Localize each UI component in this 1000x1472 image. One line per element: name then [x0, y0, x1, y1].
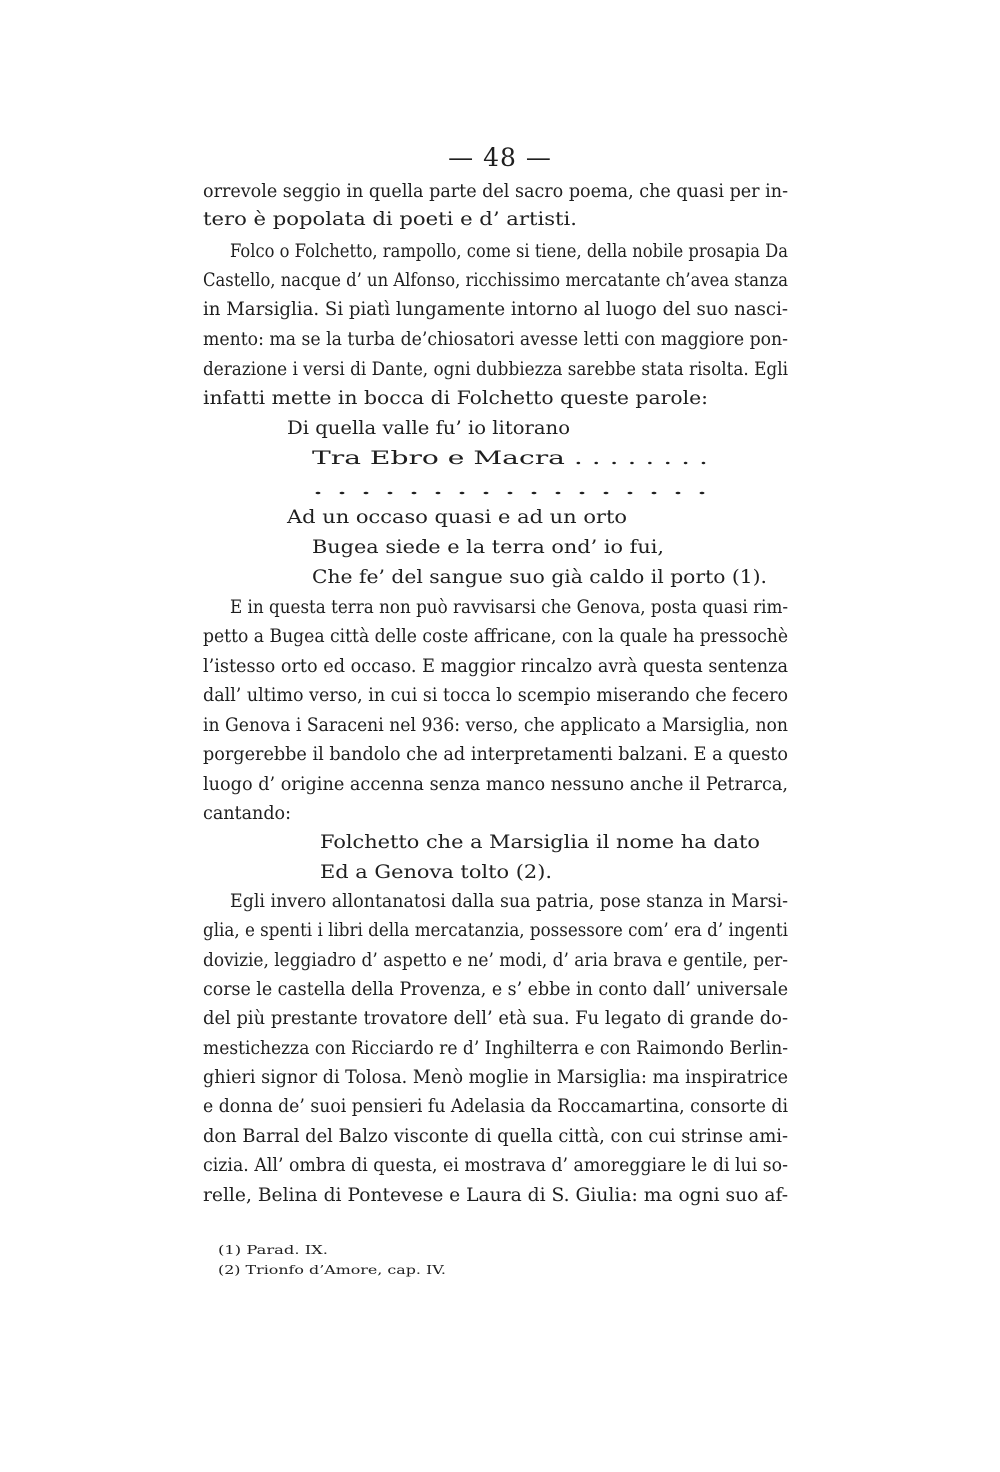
text-line: ghieri signor di Tolosa. Menò moglie in Marsiglia: ma inspiratrice [203, 1066, 788, 1088]
text-line: E in questa terra non può ravvisarsi che Genova, posta quasi rim- [230, 596, 788, 618]
text-line: Folchetto che a Marsiglia il nome ha dato [320, 831, 760, 853]
text-line: del più prestante trovatore dell’ età sua. Fu legato di grande do- [203, 1007, 788, 1029]
text-line: dovizie, leggiadro d’ aspetto e ne’ modi, d’ aria brava e gentile, per- [203, 949, 788, 971]
text-line: Folco o Folchetto, rampollo, come si tiene, della nobile prosapia Da [230, 240, 788, 262]
text-line: in Genova i Saraceni nel 936: verso, che applicato a Marsiglia, non [203, 714, 788, 736]
text-line: Tra Ebro e Macra . . . . . . . . [312, 447, 708, 469]
text-line: tero è popolata di poeti e d’ artisti. [203, 208, 577, 230]
footnote: (1) Parad. IX. [218, 1242, 328, 1257]
text-line: luogo d’ origine accenna senza manco nessuno anche il Petrarca, [203, 773, 788, 795]
text-line: cizia. All’ ombra di questa, ei mostrava d’ amoreggiare le di lui so- [203, 1154, 788, 1176]
text-line: mestichezza con Ricciardo re d’ Inghilterra e con Raimondo Berlin- [203, 1037, 788, 1059]
text-line: cantando: [203, 802, 291, 824]
text-line: glia, e spenti i libri della mercatanzia, possessore com’ era d’ ingenti [203, 919, 788, 941]
text-line: l’istesso orto ed occaso. E maggior rincalzo avrà questa sentenza [203, 655, 788, 677]
text-line: Di quella valle fu’ io litorano [287, 417, 570, 439]
text-line: petto a Bugea città delle coste affricane, con la quale ha pressochè [203, 625, 788, 647]
text-line: relle, Belina di Pontevese e Laura di S. Giulia: ma ogni suo af- [203, 1184, 788, 1206]
text-line: e donna de’ suoi pensieri fu Adelasia da Roccamartina, consorte di [203, 1095, 788, 1117]
page-number: — 48 — [448, 143, 552, 172]
text-line: infatti mette in bocca di Folchetto queste parole: [203, 387, 708, 409]
text-line: Egli invero allontanatosi dalla sua patria, pose stanza in Marsi- [230, 890, 788, 912]
footnote: (2) Trionfo d’Amore, cap. IV. [218, 1262, 446, 1277]
text-line: Ed a Genova tolto (2). [320, 861, 552, 883]
text-line: corse le castella della Provenza, e s’ ebbe in conto dall’ universale [203, 978, 788, 1000]
text-line: mento: ma se la turba de’chiosatori avesse letti con maggiore pon- [203, 328, 788, 350]
text-line: Ad un occaso quasi e ad un orto [287, 506, 627, 528]
text-line: derazione i versi di Dante, ogni dubbiezza sarebbe stata risolta. Egli [203, 358, 788, 380]
text-line: dall’ ultimo verso, in cui si tocca lo scempio miserando che fecero [203, 684, 788, 706]
text-line: in Marsiglia. Si piatì lungamente intorno al luogo del suo nasci- [203, 298, 788, 320]
text-line: Castello, nacque d’ un Alfonso, ricchissimo mercatante ch’avea stanza [203, 269, 788, 291]
text-line: . . . . . . . . . . . . . . . . . [312, 477, 708, 499]
text-line: don Barral del Balzo visconte di quella città, con cui strinse ami- [203, 1125, 788, 1147]
text-line: Bugea siede e la terra ond’ io fui, [312, 536, 664, 558]
text-line: Che fe’ del sangue suo già caldo il porto (1). [312, 566, 767, 588]
text-line: porgerebbe il bandolo che ad interpretamenti balzani. E a questo [203, 743, 788, 765]
text-line: orrevole seggio in quella parte del sacro poema, che quasi per in- [203, 180, 788, 202]
